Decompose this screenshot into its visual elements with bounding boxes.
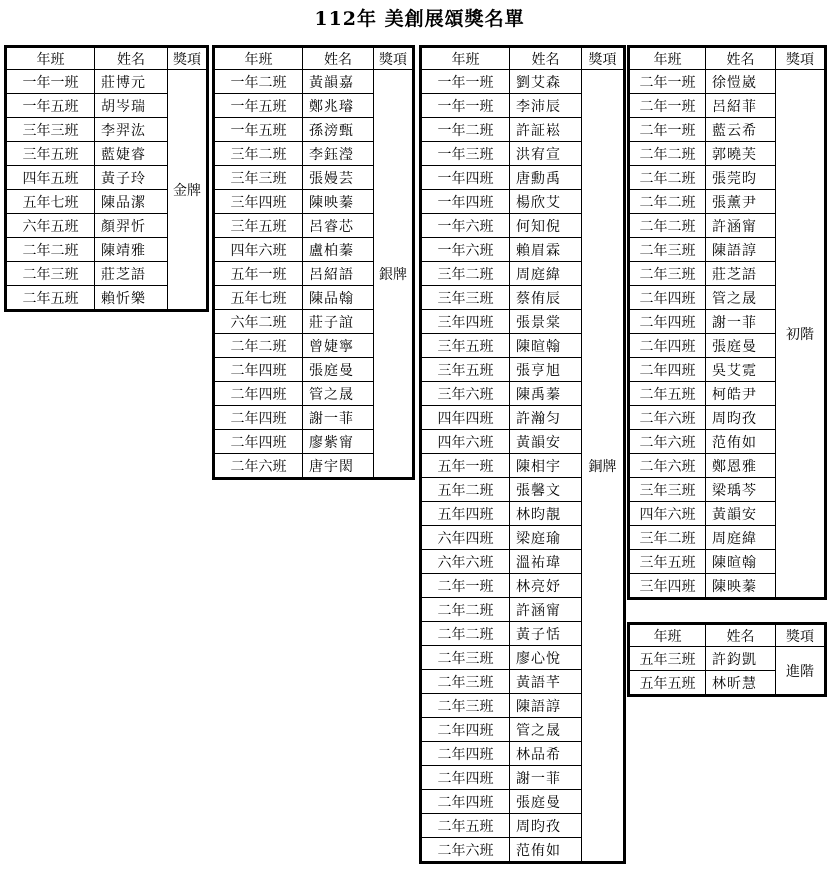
name-cell: 張亨旭 <box>510 358 582 382</box>
name-cell: 呂紹語 <box>303 262 374 286</box>
name-cell: 張馨文 <box>510 478 582 502</box>
class-cell: 二年三班 <box>629 238 706 262</box>
class-cell: 二年五班 <box>421 814 510 838</box>
class-cell: 一年五班 <box>214 94 303 118</box>
name-cell: 何知倪 <box>510 214 582 238</box>
header-row <box>214 47 414 70</box>
beginner-award-table <box>627 45 827 600</box>
name-cell: 張庭曼 <box>510 790 582 814</box>
gold-award-table <box>4 45 209 312</box>
class-cell: 二年六班 <box>421 838 510 863</box>
class-cell: 二年六班 <box>629 454 706 478</box>
class-cell: 一年五班 <box>214 118 303 142</box>
class-cell: 二年三班 <box>421 670 510 694</box>
name-cell: 張景棠 <box>510 310 582 334</box>
name-cell: 莊博元 <box>95 70 168 94</box>
name-cell: 梁瑀芩 <box>706 478 776 502</box>
header-row <box>629 624 826 647</box>
class-cell: 二年四班 <box>421 718 510 742</box>
class-cell: 三年五班 <box>629 550 706 574</box>
class-cell: 一年六班 <box>421 238 510 262</box>
name-cell: 陳品潔 <box>95 190 168 214</box>
class-cell: 二年四班 <box>629 358 706 382</box>
name-cell: 顏羿忻 <box>95 214 168 238</box>
class-cell: 三年五班 <box>421 358 510 382</box>
header-row <box>421 47 625 70</box>
name-cell: 賴忻樂 <box>95 286 168 311</box>
class-cell: 三年三班 <box>214 166 303 190</box>
class-cell: 二年三班 <box>421 694 510 718</box>
class-cell: 二年五班 <box>629 382 706 406</box>
class-cell: 二年四班 <box>214 430 303 454</box>
name-cell: 梁庭瑜 <box>510 526 582 550</box>
class-cell: 三年三班 <box>421 286 510 310</box>
name-cell: 溫祐瑋 <box>510 550 582 574</box>
table-row <box>421 70 625 94</box>
class-header: 年班 <box>629 624 706 647</box>
name-cell: 鄭恩雅 <box>706 454 776 478</box>
class-cell: 二年二班 <box>421 598 510 622</box>
name-cell: 謝一菲 <box>303 406 374 430</box>
name-cell: 張庭曼 <box>303 358 374 382</box>
advanced-award-table <box>627 622 827 697</box>
class-cell: 二年四班 <box>629 334 706 358</box>
class-cell: 四年六班 <box>421 430 510 454</box>
class-cell: 一年一班 <box>6 70 95 94</box>
name-cell: 許証崧 <box>510 118 582 142</box>
name-cell: 莊芝語 <box>706 262 776 286</box>
class-cell: 二年二班 <box>629 166 706 190</box>
class-cell: 三年二班 <box>214 142 303 166</box>
name-cell: 陳映蓁 <box>303 190 374 214</box>
class-cell: 一年六班 <box>421 214 510 238</box>
name-cell: 黃韻安 <box>706 502 776 526</box>
class-header: 年班 <box>629 47 706 70</box>
name-cell: 李鈺瀅 <box>303 142 374 166</box>
name-header: 姓名 <box>95 47 168 70</box>
name-cell: 曾婕寧 <box>303 334 374 358</box>
class-cell: 六年六班 <box>421 550 510 574</box>
name-cell: 許涵甯 <box>510 598 582 622</box>
name-cell: 管之晟 <box>706 286 776 310</box>
class-cell: 二年二班 <box>214 334 303 358</box>
name-cell: 吳艾霓 <box>706 358 776 382</box>
class-cell: 五年三班 <box>629 647 706 671</box>
award-header: 獎項 <box>776 47 826 70</box>
class-cell: 二年四班 <box>214 358 303 382</box>
class-cell: 二年四班 <box>629 286 706 310</box>
name-cell: 洪宥宣 <box>510 142 582 166</box>
name-cell: 莊芝語 <box>95 262 168 286</box>
name-cell: 陳品翰 <box>303 286 374 310</box>
award-cell: 銀牌 <box>374 70 414 479</box>
class-cell: 一年四班 <box>421 190 510 214</box>
class-cell: 三年二班 <box>421 262 510 286</box>
name-cell: 陳映蓁 <box>706 574 776 599</box>
class-cell: 一年一班 <box>421 70 510 94</box>
class-cell: 五年四班 <box>421 502 510 526</box>
class-cell: 五年五班 <box>629 671 706 696</box>
name-cell: 許鈞凱 <box>706 647 776 671</box>
class-cell: 二年二班 <box>629 214 706 238</box>
name-cell: 廖紫甯 <box>303 430 374 454</box>
name-cell: 陳暄翰 <box>706 550 776 574</box>
class-cell: 二年三班 <box>6 262 95 286</box>
class-cell: 五年二班 <box>421 478 510 502</box>
table-row <box>6 70 208 94</box>
class-cell: 二年一班 <box>629 70 706 94</box>
name-cell: 賴眉霖 <box>510 238 582 262</box>
name-cell: 楊欣艾 <box>510 190 582 214</box>
bronze-award-table <box>419 45 626 864</box>
name-cell: 郭曉芙 <box>706 142 776 166</box>
name-cell: 謝一菲 <box>510 766 582 790</box>
award-header: 獎項 <box>168 47 208 70</box>
name-cell: 林亮妤 <box>510 574 582 598</box>
name-cell: 周庭緯 <box>706 526 776 550</box>
class-cell: 三年五班 <box>421 334 510 358</box>
name-cell: 陳禹蓁 <box>510 382 582 406</box>
name-cell: 蔡侑辰 <box>510 286 582 310</box>
name-cell: 藍婕睿 <box>95 142 168 166</box>
class-cell: 二年四班 <box>214 406 303 430</box>
name-cell: 范侑如 <box>510 838 582 863</box>
class-cell: 二年三班 <box>421 646 510 670</box>
class-cell: 二年四班 <box>421 790 510 814</box>
class-header: 年班 <box>214 47 303 70</box>
class-cell: 五年一班 <box>214 262 303 286</box>
name-cell: 許涵甯 <box>706 214 776 238</box>
name-cell: 張莞昀 <box>706 166 776 190</box>
name-cell: 林昀靚 <box>510 502 582 526</box>
name-cell: 黃子玲 <box>95 166 168 190</box>
class-header: 年班 <box>6 47 95 70</box>
class-cell: 二年一班 <box>629 118 706 142</box>
name-cell: 管之晟 <box>303 382 374 406</box>
class-header: 年班 <box>421 47 510 70</box>
name-cell: 黃韻安 <box>510 430 582 454</box>
class-cell: 二年四班 <box>421 742 510 766</box>
class-cell: 三年五班 <box>6 142 95 166</box>
name-cell: 盧柏蓁 <box>303 238 374 262</box>
class-cell: 六年二班 <box>214 310 303 334</box>
name-cell: 胡岑瑞 <box>95 94 168 118</box>
name-cell: 周庭緯 <box>510 262 582 286</box>
name-cell: 張庭曼 <box>706 334 776 358</box>
name-cell: 許瀚匀 <box>510 406 582 430</box>
class-cell: 三年三班 <box>629 478 706 502</box>
table-row <box>214 70 414 94</box>
class-cell: 一年一班 <box>421 94 510 118</box>
name-cell: 鄭兆璿 <box>303 94 374 118</box>
class-cell: 三年二班 <box>629 526 706 550</box>
name-cell: 陳暄翰 <box>510 334 582 358</box>
header-row <box>6 47 208 70</box>
award-cell: 進階 <box>776 647 826 696</box>
class-cell: 二年三班 <box>629 262 706 286</box>
page-title: 112年 美創展頌獎名單 <box>314 8 525 30</box>
class-cell: 二年五班 <box>6 286 95 311</box>
class-cell: 四年六班 <box>629 502 706 526</box>
name-cell: 呂睿芯 <box>303 214 374 238</box>
name-header: 姓名 <box>510 47 582 70</box>
name-cell: 李沛辰 <box>510 94 582 118</box>
class-cell: 一年四班 <box>421 166 510 190</box>
name-cell: 李羿汯 <box>95 118 168 142</box>
class-cell: 六年四班 <box>421 526 510 550</box>
class-cell: 三年五班 <box>214 214 303 238</box>
name-cell: 謝一菲 <box>706 310 776 334</box>
class-cell: 四年六班 <box>214 238 303 262</box>
class-cell: 二年四班 <box>629 310 706 334</box>
class-cell: 一年三班 <box>421 142 510 166</box>
name-cell: 周昀孜 <box>510 814 582 838</box>
name-cell: 范侑如 <box>706 430 776 454</box>
class-cell: 三年三班 <box>6 118 95 142</box>
class-cell: 五年七班 <box>6 190 95 214</box>
name-cell: 陳相宇 <box>510 454 582 478</box>
award-cell: 初階 <box>776 70 826 599</box>
class-cell: 五年一班 <box>421 454 510 478</box>
class-cell: 二年六班 <box>629 430 706 454</box>
header-row <box>629 47 826 70</box>
class-cell: 四年五班 <box>6 166 95 190</box>
silver-award-table <box>212 45 415 480</box>
table-row <box>629 647 826 671</box>
name-cell: 張嫚芸 <box>303 166 374 190</box>
class-cell: 三年四班 <box>214 190 303 214</box>
table-row <box>629 70 826 94</box>
class-cell: 一年二班 <box>214 70 303 94</box>
name-cell: 陳靖雅 <box>95 238 168 262</box>
class-cell: 二年四班 <box>214 382 303 406</box>
name-cell: 黃韻嘉 <box>303 70 374 94</box>
award-cell: 銅牌 <box>582 70 625 863</box>
award-header: 獎項 <box>582 47 625 70</box>
class-cell: 四年四班 <box>421 406 510 430</box>
name-cell: 藍云希 <box>706 118 776 142</box>
name-cell: 唐宇閎 <box>303 454 374 479</box>
name-cell: 孫滂甄 <box>303 118 374 142</box>
class-cell: 二年六班 <box>214 454 303 479</box>
name-cell: 唐勳禹 <box>510 166 582 190</box>
name-cell: 黃子恬 <box>510 622 582 646</box>
class-cell: 二年四班 <box>421 766 510 790</box>
name-cell: 張薰尹 <box>706 190 776 214</box>
name-cell: 管之晟 <box>510 718 582 742</box>
name-cell: 呂紹菲 <box>706 94 776 118</box>
name-cell: 林昕慧 <box>706 671 776 696</box>
name-cell: 陳語諄 <box>510 694 582 718</box>
name-header: 姓名 <box>706 47 776 70</box>
name-cell: 周昀孜 <box>706 406 776 430</box>
award-header: 獎項 <box>374 47 414 70</box>
class-cell: 二年一班 <box>421 574 510 598</box>
class-cell: 二年六班 <box>629 406 706 430</box>
class-cell: 三年四班 <box>629 574 706 599</box>
class-cell: 二年二班 <box>6 238 95 262</box>
class-cell: 一年二班 <box>421 118 510 142</box>
award-header: 獎項 <box>776 624 826 647</box>
class-cell: 五年七班 <box>214 286 303 310</box>
name-cell: 柯皓尹 <box>706 382 776 406</box>
class-cell: 二年一班 <box>629 94 706 118</box>
class-cell: 三年四班 <box>421 310 510 334</box>
name-cell: 林品希 <box>510 742 582 766</box>
class-cell: 二年二班 <box>629 142 706 166</box>
class-cell: 六年五班 <box>6 214 95 238</box>
name-cell: 莊子誼 <box>303 310 374 334</box>
name-header: 姓名 <box>706 624 776 647</box>
name-header: 姓名 <box>303 47 374 70</box>
award-cell: 金牌 <box>168 70 208 311</box>
class-cell: 二年二班 <box>629 190 706 214</box>
name-cell: 劉艾森 <box>510 70 582 94</box>
name-cell: 廖心悅 <box>510 646 582 670</box>
name-cell: 黃語芊 <box>510 670 582 694</box>
name-cell: 陳語諄 <box>706 238 776 262</box>
class-cell: 二年二班 <box>421 622 510 646</box>
class-cell: 三年六班 <box>421 382 510 406</box>
name-cell: 徐愷崴 <box>706 70 776 94</box>
class-cell: 一年五班 <box>6 94 95 118</box>
